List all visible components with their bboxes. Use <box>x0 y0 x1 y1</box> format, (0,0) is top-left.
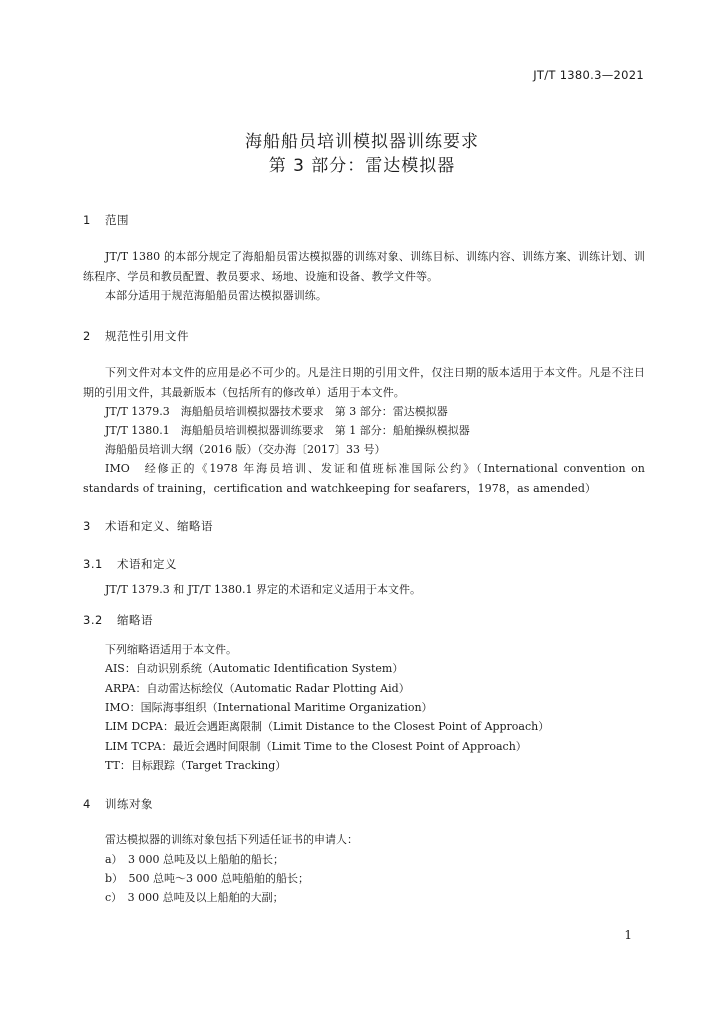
section-3-number: 3 <box>83 519 91 533</box>
title-line-1: 海船船员培训模拟器训练要求 <box>245 132 479 152</box>
abbreviation-item: ARPA：自动雷达标绘仪（Automatic Radar Plotting Aid） <box>105 682 410 695</box>
document-title <box>0 130 724 178</box>
section-3-1-para: JT/T 1379.3 和 JT/T 1380.1 界定的术语和定义适用于本文件。 <box>105 583 422 596</box>
section-4-intro: 雷达模拟器的训练对象包括下列适任证书的申请人： <box>105 833 358 846</box>
title-line-2: 第 3 部分：雷达模拟器 <box>268 156 456 176</box>
section-4-heading <box>83 796 153 812</box>
reference-3: 海船船员培训大纲（2016 版）（交办海〔2017〕33 号） <box>105 443 386 456</box>
section-2-number: 2 <box>83 329 91 343</box>
section-1-title: 范围 <box>105 213 129 227</box>
section-3-1-number: 3.1 <box>83 557 103 571</box>
abbreviation-item: TT：目标跟踪（Target Tracking） <box>105 759 287 772</box>
section-3-heading <box>83 518 213 534</box>
abbreviation-item: IMO：国际海事组织（International Maritime Organization） <box>105 701 433 714</box>
reference-4: IMO 经修正的《1978 年海员培训、发证和值班标准国际公约》（International convention on standards of training，certification and watchkeeping for seafarers，1978，as amended） <box>83 462 645 495</box>
section-3-1-title: 术语和定义 <box>117 557 177 571</box>
section-3-2-title: 缩略语 <box>117 613 153 627</box>
section-2-heading <box>83 328 189 344</box>
abbreviation-item: LIM TCPA：最近会遇时间限制（Limit Time to the Closest Point of Approach） <box>105 740 527 753</box>
section-3-title: 术语和定义、缩略语 <box>105 519 213 533</box>
abbreviation-item: AIS：自动识别系统（Automatic Identification System） <box>105 662 404 675</box>
standard-code: JT/T 1380.3—2021 <box>533 68 644 82</box>
abbreviation-item: LIM DCPA：最近会遇距离限制（Limit Distance to the Closest Point of Approach） <box>105 720 550 733</box>
trainee-list-item: a） 3 000 总吨及以上船舶的船长； <box>105 853 285 866</box>
section-3-2-intro: 下列缩略语适用于本文件。 <box>105 643 237 656</box>
section-2-title: 规范性引用文件 <box>105 329 189 343</box>
reference-1: JT/T 1379.3 海船船员培训模拟器技术要求 第 3 部分：雷达模拟器 <box>105 405 448 418</box>
section-3-2-number: 3.2 <box>83 613 103 627</box>
page-number: 1 <box>624 928 632 942</box>
section-4-title: 训练对象 <box>105 797 153 811</box>
section-1-number: 1 <box>83 213 91 227</box>
section-1-para-2: 本部分适用于规范海船船员雷达模拟器训练。 <box>105 289 327 302</box>
section-4-number: 4 <box>83 797 91 811</box>
trainee-list-item: c） 3 000 总吨及以上船舶的大副； <box>105 891 284 904</box>
trainee-list-item: b） 500 总吨～3 000 总吨船舶的船长； <box>105 872 310 885</box>
section-2-para-1: 下列文件对本文件的应用是必不可少的。凡是注日期的引用文件，仅注日期的版本适用于本文件。凡是不注日期的引用文件，其最新版本（包括所有的修改单）适用于本文件。 <box>83 366 645 399</box>
section-3-2-heading <box>83 612 153 628</box>
section-3-1-heading <box>83 556 177 572</box>
section-1-para-1: JT/T 1380 的本部分规定了海船船员雷达模拟器的训练对象、训练目标、训练内容、训练方案、训练计划、训练程序、学员和教员配置、教员要求、场地、设施和设备、教学文件等。 <box>83 250 645 283</box>
section-1-heading <box>83 212 129 228</box>
reference-2: JT/T 1380.1 海船船员培训模拟器训练要求 第 1 部分：船舶操纵模拟器 <box>105 424 470 437</box>
